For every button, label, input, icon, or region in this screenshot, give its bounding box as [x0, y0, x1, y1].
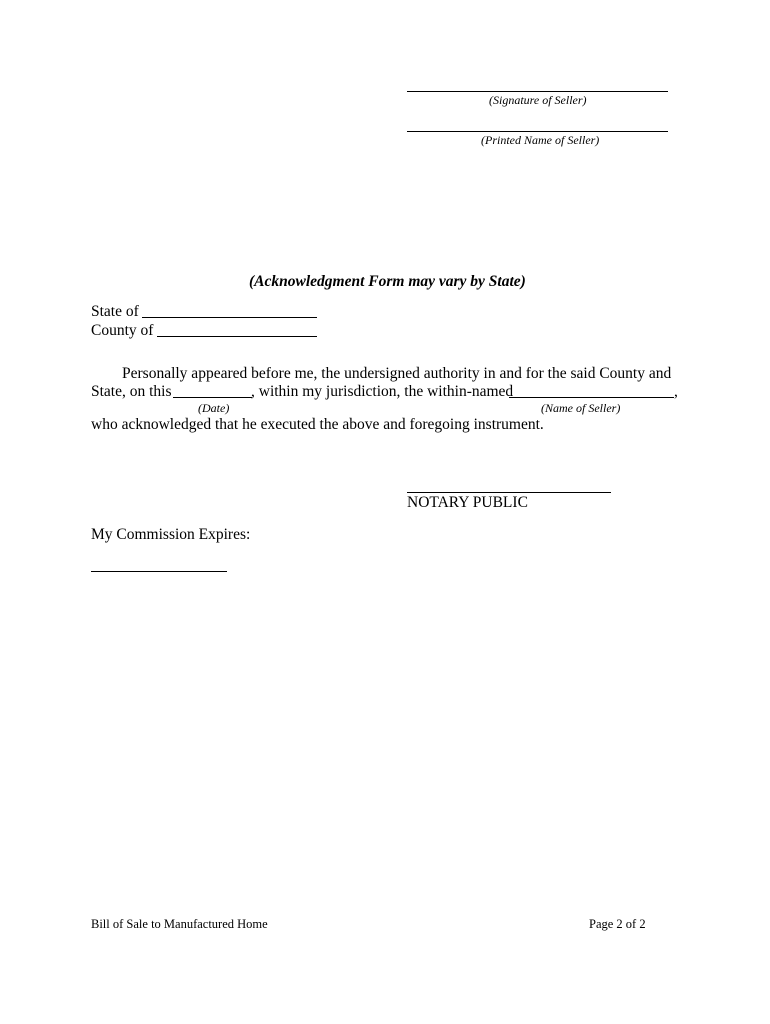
acknowledgment-heading: (Acknowledgment Form may vary by State)	[249, 273, 526, 290]
state-field-line[interactable]	[142, 317, 317, 318]
footer-title: Bill of Sale to Manufactured Home	[91, 917, 268, 931]
footer-page-number: Page 2 of 2	[589, 917, 646, 931]
seller-name-field-line[interactable]	[509, 397, 674, 398]
paragraph-line-3: who acknowledged that he executed the above and foregoing instrument.	[91, 416, 544, 433]
state-label: State of	[91, 303, 139, 320]
date-caption: (Date)	[198, 401, 230, 415]
notary-signature-line[interactable]	[407, 492, 611, 493]
paragraph-line-2-middle: , within my jurisdiction, the within-named	[251, 383, 514, 400]
seller-name-caption: (Name of Seller)	[541, 401, 621, 415]
commission-expires-line[interactable]	[91, 571, 227, 572]
paragraph-line-1: Personally appeared before me, the undersigned authority in and for the said County and	[122, 365, 672, 382]
notary-public-label: NOTARY PUBLIC	[407, 494, 528, 511]
paragraph-line-2-start: State, on this	[91, 383, 172, 400]
seller-signature-caption: (Signature of Seller)	[489, 93, 587, 107]
commission-expires-label: My Commission Expires:	[91, 526, 251, 543]
seller-printed-name-line[interactable]	[407, 131, 668, 132]
date-field-line[interactable]	[173, 397, 252, 398]
paragraph-line-2-end: ,	[674, 383, 678, 400]
seller-signature-line[interactable]	[407, 91, 668, 92]
seller-printed-name-caption: (Printed Name of Seller)	[481, 133, 600, 147]
county-field-line[interactable]	[157, 336, 317, 337]
county-label: County of	[91, 322, 154, 339]
